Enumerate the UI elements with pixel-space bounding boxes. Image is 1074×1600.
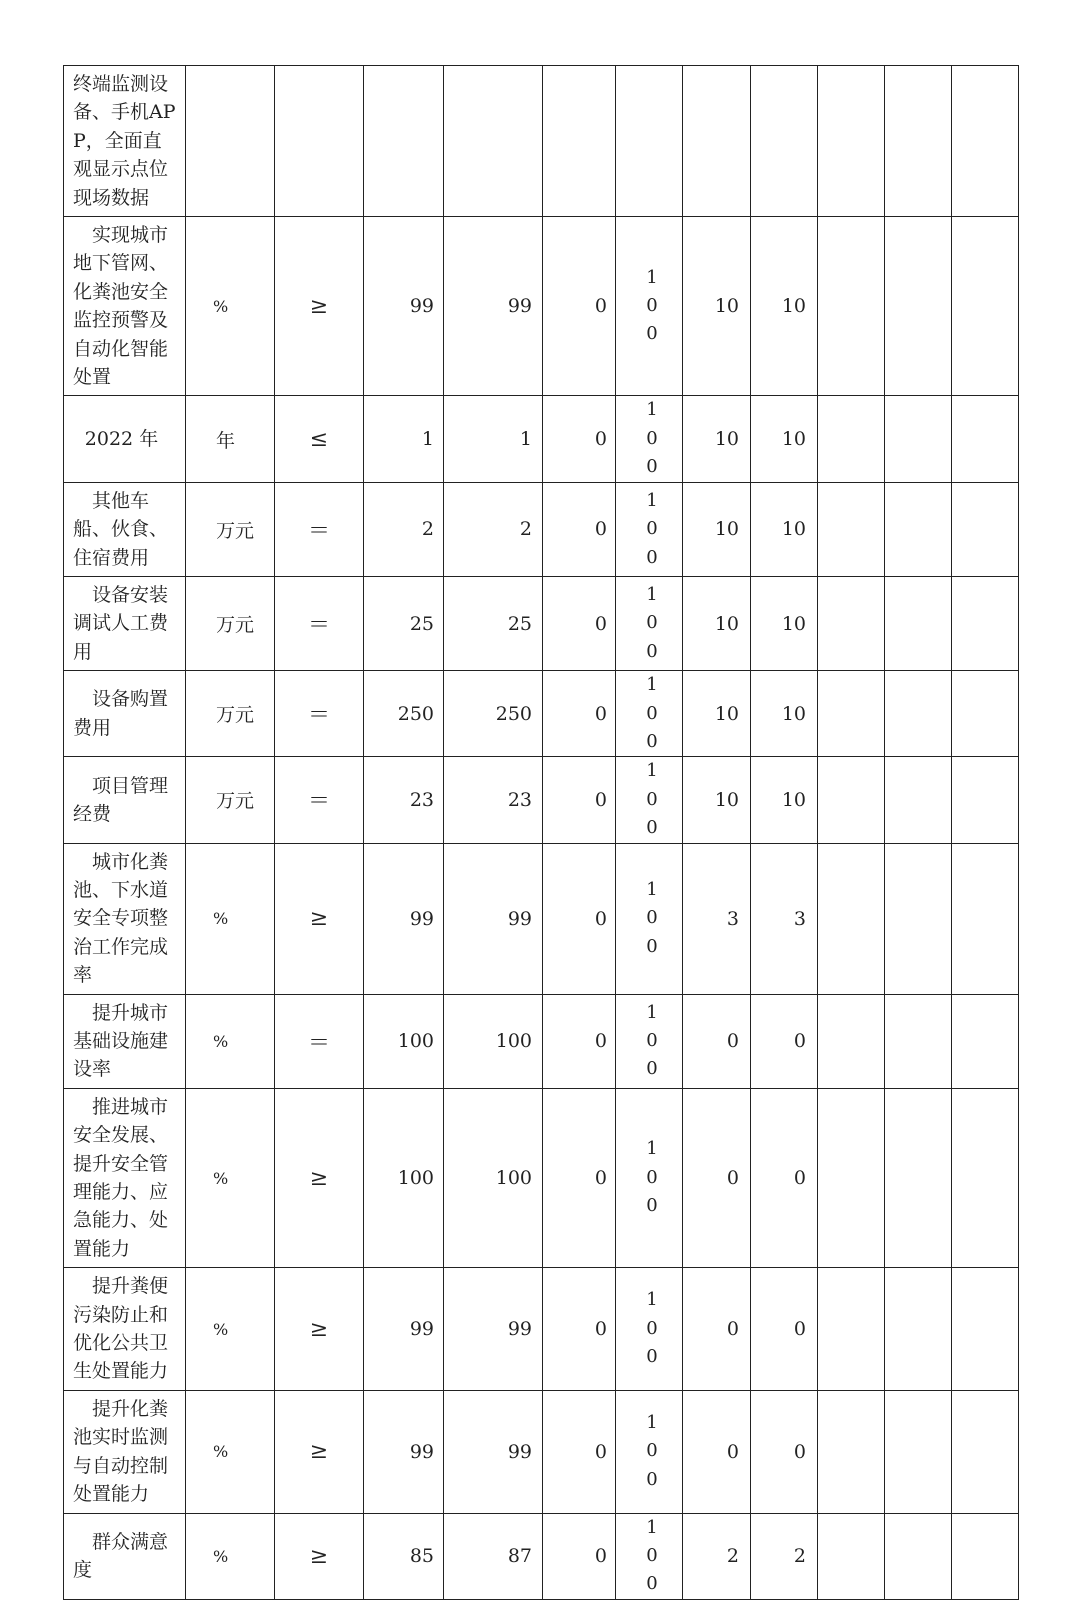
weight-cell — [616, 1268, 683, 1391]
indicator-cell: 其他车船、伙食、住宿费用 — [64, 482, 186, 576]
table-row — [64, 671, 1019, 757]
weight-cell — [616, 66, 683, 217]
indicator-cell: 设备安装调试人工费用 — [64, 576, 186, 670]
score-cell: 0 — [683, 1268, 751, 1391]
weight-value: 100 — [646, 878, 658, 957]
empty-cell — [952, 671, 1019, 757]
empty-cell — [818, 843, 885, 994]
weight-cell — [616, 1088, 683, 1267]
weight-value: 100 — [646, 1289, 658, 1368]
empty-cell — [885, 217, 952, 396]
score-cell: 2 — [683, 1513, 751, 1599]
indicator-cell: 提升城市基础设施建设率 — [64, 994, 186, 1088]
target-value-cell — [364, 66, 444, 217]
weight-value: 100 — [646, 1138, 658, 1217]
deviation-cell: 0 — [543, 1390, 616, 1513]
weight-value: 100 — [646, 489, 658, 568]
indicator-cell: 设备购置费用 — [64, 671, 186, 757]
deviation-cell: 0 — [543, 1088, 616, 1267]
operator-cell: ≥ — [275, 1088, 364, 1267]
deviation-cell — [543, 66, 616, 217]
target-value-cell: 1 — [364, 396, 444, 482]
actual-value-cell: 25 — [444, 576, 543, 670]
weight-value: 100 — [646, 674, 658, 752]
empty-cell — [818, 482, 885, 576]
empty-cell — [885, 1268, 952, 1391]
indicator-cell: 提升化粪池实时监测与自动控制处置能力 — [64, 1390, 186, 1513]
weight-cell — [616, 994, 683, 1088]
weight-value: 100 — [646, 399, 658, 478]
indicator-cell: 终端监测设备、手机APP，全面直观显示点位现场数据 — [64, 66, 186, 217]
weight-value: 100 — [646, 760, 658, 839]
score-cell: 10 — [683, 217, 751, 396]
score-cell: 0 — [751, 1088, 818, 1267]
unit-cell: % — [186, 843, 275, 994]
score-cell: 10 — [683, 576, 751, 670]
target-value-cell: 23 — [364, 757, 444, 843]
actual-value-cell: 99 — [444, 1390, 543, 1513]
empty-cell — [952, 66, 1019, 217]
operator-cell: ≤ — [275, 396, 364, 482]
operator-cell — [275, 66, 364, 217]
table-body — [64, 66, 1019, 1600]
table-row — [64, 576, 1019, 670]
score-cell: 10 — [683, 757, 751, 843]
deviation-cell: 0 — [543, 396, 616, 482]
empty-cell — [952, 1268, 1019, 1391]
target-value-cell: 25 — [364, 576, 444, 670]
target-value-cell: 2 — [364, 482, 444, 576]
score-cell: 3 — [683, 843, 751, 994]
actual-value-cell — [444, 66, 543, 217]
empty-cell — [818, 217, 885, 396]
score-cell: 10 — [751, 757, 818, 843]
empty-cell — [818, 1268, 885, 1391]
weight-cell — [616, 396, 683, 482]
operator-cell: ≥ — [275, 1268, 364, 1391]
empty-cell — [818, 66, 885, 217]
empty-cell — [818, 757, 885, 843]
table-row — [64, 843, 1019, 994]
score-cell: 2 — [751, 1513, 818, 1599]
deviation-cell: 0 — [543, 1513, 616, 1599]
score-cell: 0 — [751, 994, 818, 1088]
operator-cell: ≥ — [275, 1390, 364, 1513]
score-cell: 10 — [751, 482, 818, 576]
empty-cell — [885, 1088, 952, 1267]
deviation-cell: 0 — [543, 1268, 616, 1391]
empty-cell — [885, 576, 952, 670]
table-row — [64, 757, 1019, 843]
score-cell: 10 — [751, 671, 818, 757]
weight-cell — [616, 1513, 683, 1599]
table-row — [64, 1513, 1019, 1599]
unit-cell: 万元 — [186, 671, 275, 757]
weight-value: 100 — [646, 583, 658, 662]
score-cell: 0 — [683, 1088, 751, 1267]
operator-cell: ≥ — [275, 843, 364, 994]
empty-cell — [818, 576, 885, 670]
target-value-cell: 85 — [364, 1513, 444, 1599]
table-row — [64, 1268, 1019, 1391]
empty-cell — [952, 217, 1019, 396]
table-row — [64, 396, 1019, 482]
table-row — [64, 994, 1019, 1088]
unit-cell: % — [186, 1390, 275, 1513]
weight-value: 100 — [646, 266, 658, 345]
empty-cell — [885, 66, 952, 217]
weight-cell — [616, 671, 683, 757]
unit-cell — [186, 66, 275, 217]
table-row — [64, 482, 1019, 576]
operator-cell: ＝ — [275, 482, 364, 576]
empty-cell — [952, 1513, 1019, 1599]
target-value-cell: 99 — [364, 1390, 444, 1513]
deviation-cell: 0 — [543, 994, 616, 1088]
empty-cell — [952, 1088, 1019, 1267]
empty-cell — [952, 396, 1019, 482]
empty-cell — [885, 757, 952, 843]
empty-cell — [952, 576, 1019, 670]
indicator-cell: 2022 年 — [64, 396, 186, 482]
target-value-cell: 250 — [364, 671, 444, 757]
deviation-cell: 0 — [543, 482, 616, 576]
empty-cell — [952, 843, 1019, 994]
operator-cell: ＝ — [275, 576, 364, 670]
empty-cell — [952, 994, 1019, 1088]
weight-cell — [616, 1390, 683, 1513]
empty-cell — [818, 1088, 885, 1267]
table-row — [64, 66, 1019, 217]
unit-cell: % — [186, 1513, 275, 1599]
actual-value-cell: 23 — [444, 757, 543, 843]
score-cell: 10 — [683, 482, 751, 576]
indicator-cell: 推进城市安全发展、提升安全管理能力、应急能力、处置能力 — [64, 1088, 186, 1267]
score-cell: 0 — [751, 1390, 818, 1513]
actual-value-cell: 100 — [444, 994, 543, 1088]
operator-cell: ≥ — [275, 217, 364, 396]
indicator-cell: 项目管理经费 — [64, 757, 186, 843]
table-row — [64, 1390, 1019, 1513]
score-cell: 10 — [751, 396, 818, 482]
unit-cell: % — [186, 217, 275, 396]
operator-cell: ≥ — [275, 1513, 364, 1599]
actual-value-cell: 2 — [444, 482, 543, 576]
actual-value-cell: 1 — [444, 396, 543, 482]
empty-cell — [818, 396, 885, 482]
unit-cell: % — [186, 1268, 275, 1391]
deviation-cell: 0 — [543, 217, 616, 396]
actual-value-cell: 99 — [444, 843, 543, 994]
unit-cell: 万元 — [186, 482, 275, 576]
unit-cell: % — [186, 1088, 275, 1267]
deviation-cell: 0 — [543, 843, 616, 994]
unit-cell: % — [186, 994, 275, 1088]
weight-value: 100 — [646, 1412, 658, 1490]
actual-value-cell: 250 — [444, 671, 543, 757]
actual-value-cell: 99 — [444, 217, 543, 396]
weight-cell — [616, 757, 683, 843]
empty-cell — [818, 994, 885, 1088]
empty-cell — [885, 994, 952, 1088]
unit-cell: 万元 — [186, 576, 275, 670]
target-value-cell: 99 — [364, 843, 444, 994]
operator-cell: ＝ — [275, 671, 364, 757]
target-value-cell: 100 — [364, 1088, 444, 1267]
target-value-cell: 100 — [364, 994, 444, 1088]
actual-value-cell: 100 — [444, 1088, 543, 1267]
empty-cell — [818, 671, 885, 757]
weight-cell — [616, 576, 683, 670]
table-row — [64, 217, 1019, 396]
deviation-cell: 0 — [543, 757, 616, 843]
weight-cell — [616, 482, 683, 576]
score-cell: 0 — [683, 994, 751, 1088]
unit-cell: 年 — [186, 396, 275, 482]
weight-cell — [616, 217, 683, 396]
indicator-cell: 实现城市地下管网、化粪池安全监控预警及自动化智能处置 — [64, 217, 186, 396]
operator-cell: ＝ — [275, 757, 364, 843]
empty-cell — [952, 1390, 1019, 1513]
indicator-cell: 提升粪便污染防止和优化公共卫生处置能力 — [64, 1268, 186, 1391]
deviation-cell: 0 — [543, 671, 616, 757]
score-cell: 0 — [751, 1268, 818, 1391]
score-cell: 10 — [683, 396, 751, 482]
operator-cell: ＝ — [275, 994, 364, 1088]
empty-cell — [818, 1390, 885, 1513]
actual-value-cell: 87 — [444, 1513, 543, 1599]
actual-value-cell: 99 — [444, 1268, 543, 1391]
empty-cell — [885, 843, 952, 994]
indicator-cell: 群众满意度 — [64, 1513, 186, 1599]
empty-cell — [885, 671, 952, 757]
score-cell: 10 — [683, 671, 751, 757]
empty-cell — [885, 482, 952, 576]
score-cell: 0 — [683, 1390, 751, 1513]
table-row — [64, 1088, 1019, 1267]
score-cell — [683, 66, 751, 217]
performance-indicator-table — [63, 65, 1019, 1600]
weight-value: 100 — [646, 1001, 658, 1080]
weight-cell — [616, 843, 683, 994]
empty-cell — [885, 396, 952, 482]
empty-cell — [885, 1513, 952, 1599]
empty-cell — [885, 1390, 952, 1513]
indicator-cell: 城市化粪池、下水道安全专项整治工作完成率 — [64, 843, 186, 994]
empty-cell — [952, 482, 1019, 576]
empty-cell — [952, 757, 1019, 843]
target-value-cell: 99 — [364, 217, 444, 396]
target-value-cell: 99 — [364, 1268, 444, 1391]
score-cell: 10 — [751, 217, 818, 396]
score-cell: 3 — [751, 843, 818, 994]
deviation-cell: 0 — [543, 576, 616, 670]
score-cell — [751, 66, 818, 217]
empty-cell — [818, 1513, 885, 1599]
weight-value: 100 — [646, 1516, 658, 1595]
score-cell: 10 — [751, 576, 818, 670]
unit-cell: 万元 — [186, 757, 275, 843]
